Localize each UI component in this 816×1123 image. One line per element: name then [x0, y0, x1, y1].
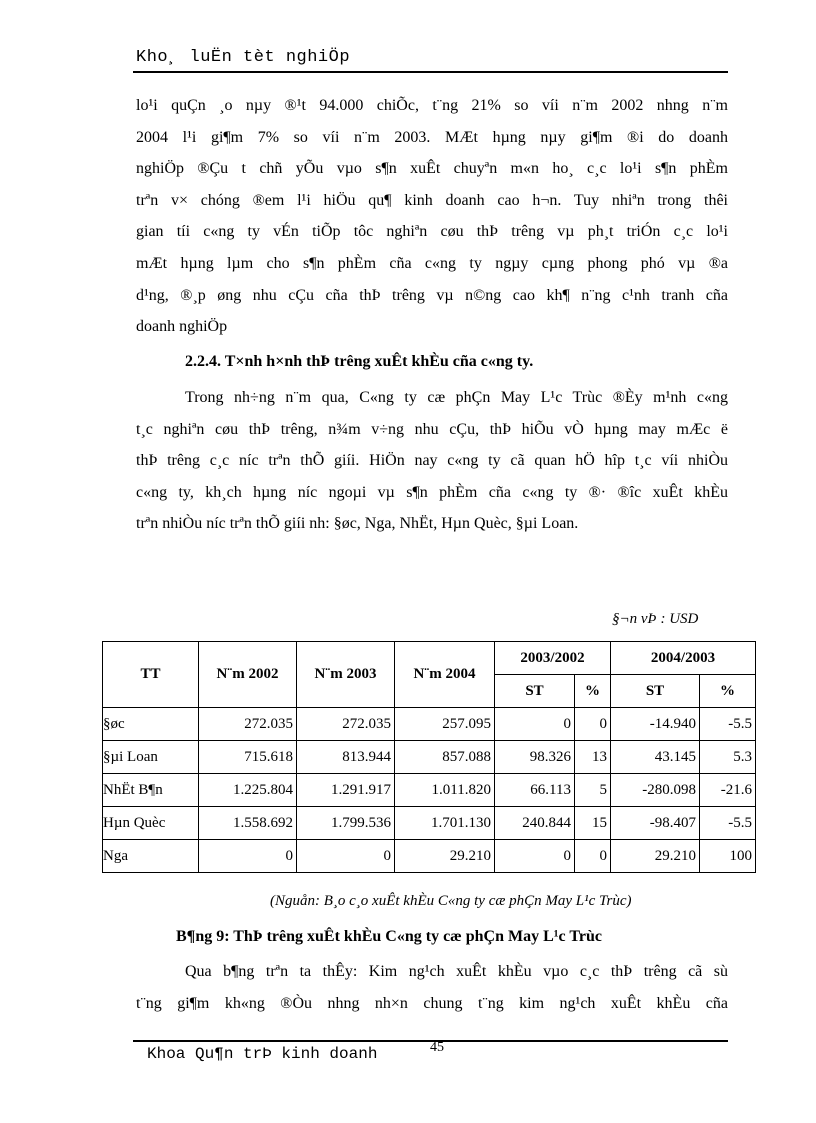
- header-tt: TT: [103, 642, 199, 708]
- text-line: nghiÖp ®Çu t chñ yÕu vµo s¶n xuÊt chuyªn m«n ho¸ c¸c lo¹i s¶n phÈm: [136, 160, 728, 178]
- table-row: [103, 840, 756, 873]
- text-line: Trong nh÷ng n¨m qua, C«ng ty cæ phÇn May L¹c Trùc ®Èy m¹nh c«ng: [185, 389, 728, 406]
- header-2004-2003: 2004/2003: [611, 642, 756, 675]
- page-header: Kho¸ luËn tèt nghiÖp: [136, 48, 351, 67]
- country-cell: §øc: [103, 708, 199, 741]
- header-2004: N¨m 2004: [395, 642, 495, 708]
- value-cell: -280.098: [611, 774, 700, 807]
- value-cell: 29.210: [395, 840, 495, 873]
- value-cell: 1.291.917: [297, 774, 395, 807]
- value-cell: 15: [575, 807, 611, 840]
- value-cell: -5.5: [700, 708, 756, 741]
- table-row: [103, 741, 756, 774]
- value-cell: 0: [495, 840, 575, 873]
- value-cell: 857.088: [395, 741, 495, 774]
- header-st: ST: [611, 675, 700, 708]
- value-cell: 1.701.130: [395, 807, 495, 840]
- value-cell: 813.944: [297, 741, 395, 774]
- value-cell: 715.618: [199, 741, 297, 774]
- value-cell: -5.5: [700, 807, 756, 840]
- export-market-table: [102, 641, 756, 873]
- header-2002: N¨m 2002: [199, 642, 297, 708]
- value-cell: 0: [495, 708, 575, 741]
- header-2003: N¨m 2003: [297, 642, 395, 708]
- table-row: [103, 708, 756, 741]
- text-line: doanh nghiÖp: [136, 318, 228, 336]
- table-row: [103, 774, 756, 807]
- value-cell: -21.6: [700, 774, 756, 807]
- country-cell: Hµn Quèc: [103, 807, 199, 840]
- value-cell: 29.210: [611, 840, 700, 873]
- page-footer: Khoa Qu¶n trÞ kinh doanh: [147, 1045, 378, 1063]
- table-caption: B¶ng 9: ThÞ trêng xuÊt khÈu C«ng ty cæ phÇn May L¹c Trùc: [176, 928, 602, 945]
- value-cell: 272.035: [297, 708, 395, 741]
- header-st: ST: [495, 675, 575, 708]
- value-cell: 272.035: [199, 708, 297, 741]
- value-cell: 0: [575, 840, 611, 873]
- text-line: trªn v× chóng ®em l¹i hiÖu qu¶ kinh doanh cao h¬n. Tuy nhiªn trong thêi: [136, 191, 728, 209]
- table-row: [103, 807, 756, 840]
- country-cell: Nga: [103, 840, 199, 873]
- text-line: t¸c nghiªn cøu thÞ trêng, n¾m v÷ng nhu cÇu, thÞ hiÕu vÒ hµng may mÆc ë: [136, 420, 728, 438]
- source-note: (Nguån: B¸o c¸o xuÊt khÈu C«ng ty cæ phÇn May L¹c Trùc): [270, 893, 632, 909]
- header-2003-2002: 2003/2002: [495, 642, 611, 675]
- text-line: trªn nhiÒu níc trªn thÕ giíi nh: §øc, Nga, NhËt, Hµn Quèc, §µi Loan.: [136, 515, 579, 533]
- value-cell: 240.844: [495, 807, 575, 840]
- value-cell: 1.799.536: [297, 807, 395, 840]
- value-cell: 66.113: [495, 774, 575, 807]
- value-cell: 100: [700, 840, 756, 873]
- value-cell: 13: [575, 741, 611, 774]
- value-cell: 5.3: [700, 741, 756, 774]
- value-cell: 1.011.820: [395, 774, 495, 807]
- text-line: mÆt hµng lµm cho s¶n phÈm cña c«ng ty ngµy cµng phong phó vµ ®a: [136, 254, 728, 272]
- paragraph-1: [136, 90, 728, 343]
- text-line: Qua b¶ng trªn ta thÊy: Kim ng¹ch xuÊt khÈu vµo c¸c thÞ trêng cã sù: [185, 963, 728, 980]
- value-cell: 43.145: [611, 741, 700, 774]
- value-cell: 0: [575, 708, 611, 741]
- country-cell: §µi Loan: [103, 741, 199, 774]
- text-line: d¹ng, ®¸p øng nhu cÇu cña thÞ trêng vµ n©ng cao kh¶ n¨ng c¹nh tranh cña: [136, 286, 728, 304]
- value-cell: -14.940: [611, 708, 700, 741]
- value-cell: 1.558.692: [199, 807, 297, 840]
- text-line: gian tíi c«ng ty vÉn tiÕp tôc nghiªn cøu thÞ trêng vµ ph¸t triÓn c¸c lo¹i: [136, 223, 728, 241]
- value-cell: 5: [575, 774, 611, 807]
- value-cell: -98.407: [611, 807, 700, 840]
- header-pct: %: [700, 675, 756, 708]
- paragraph-2: [136, 382, 728, 540]
- page-number: 45: [430, 1040, 444, 1055]
- header-pct: %: [575, 675, 611, 708]
- country-cell: NhËt B¶n: [103, 774, 199, 807]
- value-cell: 0: [297, 840, 395, 873]
- text-line: 2004 l¹i gi¶m 7% so víi n¨m 2003. MÆt hµng nµy gi¶m ®i do doanh: [136, 128, 728, 146]
- value-cell: 257.095: [395, 708, 495, 741]
- text-line: c«ng ty, kh¸ch hµng níc ngoµi vµ s¶n phÈm cña c«ng ty ®· ®îc xuÊt khÈu: [136, 483, 728, 501]
- text-line: thÞ trêng c¸c níc trªn thÕ giíi. HiÖn nay c«ng ty cã quan hÖ hîp t¸c víi nhiÒu: [136, 452, 728, 470]
- text-line: lo¹i quÇn ¸o nµy ®¹t 94.000 chiÕc, t¨ng 21% so víi n¨m 2002 nhng n¨m: [136, 97, 728, 114]
- unit-label: §¬n vÞ : USD: [612, 611, 699, 627]
- header-rule: [133, 71, 728, 73]
- paragraph-3: [136, 956, 728, 1019]
- section-heading: 2.2.4. T×nh h×nh thÞ trêng xuÊt khÈu cña c«ng ty.: [185, 353, 534, 370]
- value-cell: 0: [199, 840, 297, 873]
- value-cell: 98.326: [495, 741, 575, 774]
- text-line: t¨ng gi¶m kh«ng ®Òu nhng nh×n chung t¨ng kim ng¹ch xuÊt khÈu cña: [136, 994, 728, 1012]
- value-cell: 1.225.804: [199, 774, 297, 807]
